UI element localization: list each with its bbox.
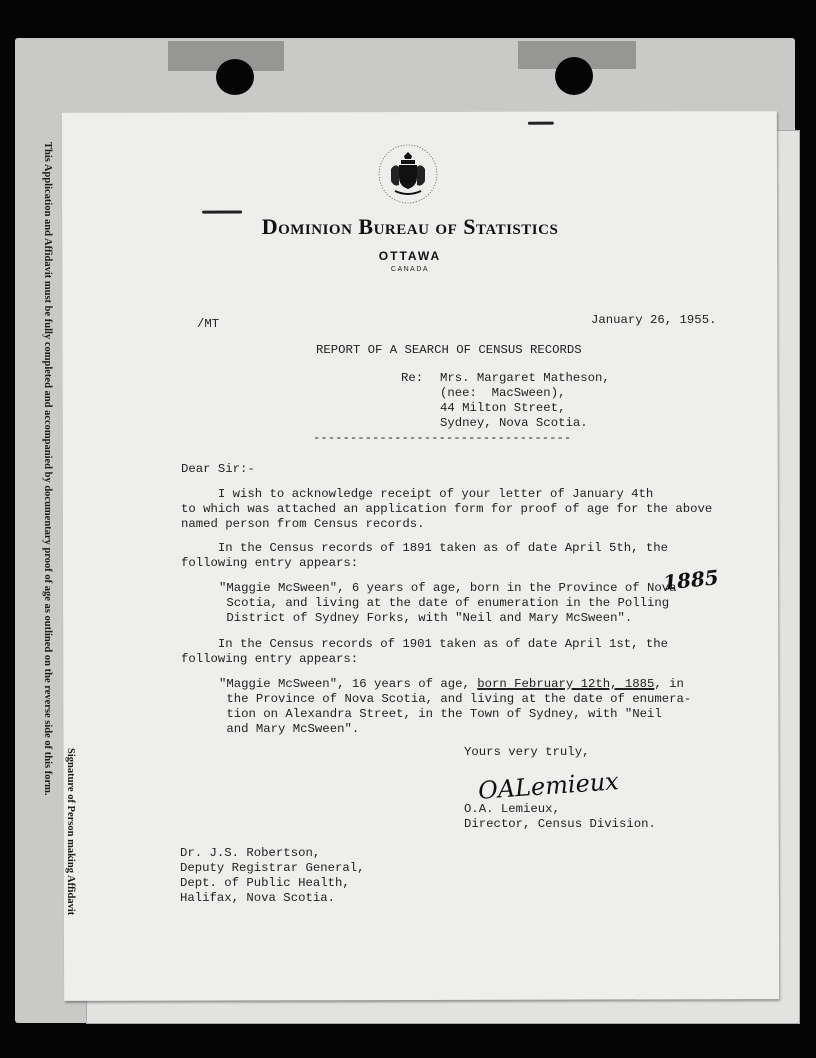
paragraph-line: following entry appears: (181, 652, 359, 666)
paragraph-line: In the Census records of 1901 taken as of date April 1st, the (181, 637, 669, 651)
paragraph-line: named person from Census records. (181, 517, 425, 531)
re-line: Mrs. Margaret Matheson, (440, 371, 610, 385)
re-line: (nee: MacSween), (440, 386, 566, 400)
census-1901-entry-line: the Province of Nova Scotia, and living at the date of enumera- (219, 692, 692, 706)
census-1891-entry-line: "Maggie McSween", 6 years of age, born in the Province of Nova (219, 581, 677, 595)
re-line: Sydney, Nova Scotia. (440, 416, 588, 430)
census-1901-entry-line: and Mary McSween". (219, 722, 360, 736)
form-side-instruction: This Application and Affidavit must be fully completed and accompanied by documentary proof of age as outlined on the reverse side of this form. (42, 142, 53, 796)
pen-mark (528, 122, 554, 125)
coat-of-arms-crest-icon (377, 143, 439, 205)
punch-hole (216, 59, 254, 95)
paragraph-line: In the Census records of 1891 taken as of date April 5th, the (181, 541, 669, 555)
re-label: Re: (401, 371, 424, 385)
recipient-line: Dept. of Public Health, (180, 876, 350, 890)
entry-prefix: "Maggie McSween", 16 years of age, (219, 677, 478, 691)
census-1901-entry-line: tion on Alexandra Street, in the Town of Sydney, with "Neil (219, 707, 662, 721)
paragraph-line: to which was attached an application form for proof of age for the above (181, 502, 713, 516)
letter-title: REPORT OF A SEARCH OF CENSUS RECORDS (316, 343, 582, 357)
organization-name: Dominion Bureau of Statistics (261, 214, 559, 239)
handwritten-signature: OALemieux (477, 767, 620, 805)
recipient-line: Halifax, Nova Scotia. (180, 891, 335, 905)
signature-label: Signature of Person making Affidavit (65, 748, 76, 916)
census-1901-entry-line (219, 677, 684, 692)
re-line: 44 Milton Street, (440, 401, 566, 415)
recipient-line: Deputy Registrar General, (180, 861, 365, 875)
separator-line: ----------------------------------- (313, 431, 572, 445)
letter-page (62, 111, 779, 1001)
recipient-line: Dr. J.S. Robertson, (180, 846, 321, 860)
census-1891-entry-line: District of Sydney Forks, with "Neil and Mary McSween". (219, 611, 633, 625)
paragraph-line: following entry appears: (181, 556, 359, 570)
letter-date: January 26, 1955. (591, 313, 717, 327)
entry-suffix: , in (654, 677, 684, 691)
paragraph-line: I wish to acknowledge receipt of your letter of January 4th (181, 487, 654, 501)
reference-code: /MT (197, 317, 220, 331)
closing: Yours very truly, (464, 745, 590, 759)
birth-date-underlined: born February 12th, 1885 (477, 677, 655, 691)
letterhead-city: OTTAWA (378, 249, 442, 263)
punch-hole (555, 57, 593, 95)
salutation: Dear Sir:- (181, 462, 255, 476)
letterhead-country: CANADA (390, 266, 430, 273)
signer-name: O.A. Lemieux, (464, 802, 560, 816)
handwritten-year-annotation: 1885 (661, 565, 720, 595)
signer-title: Director, Census Division. (464, 817, 656, 831)
census-1891-entry-line: Scotia, and living at the date of enumeration in the Polling (219, 596, 670, 610)
